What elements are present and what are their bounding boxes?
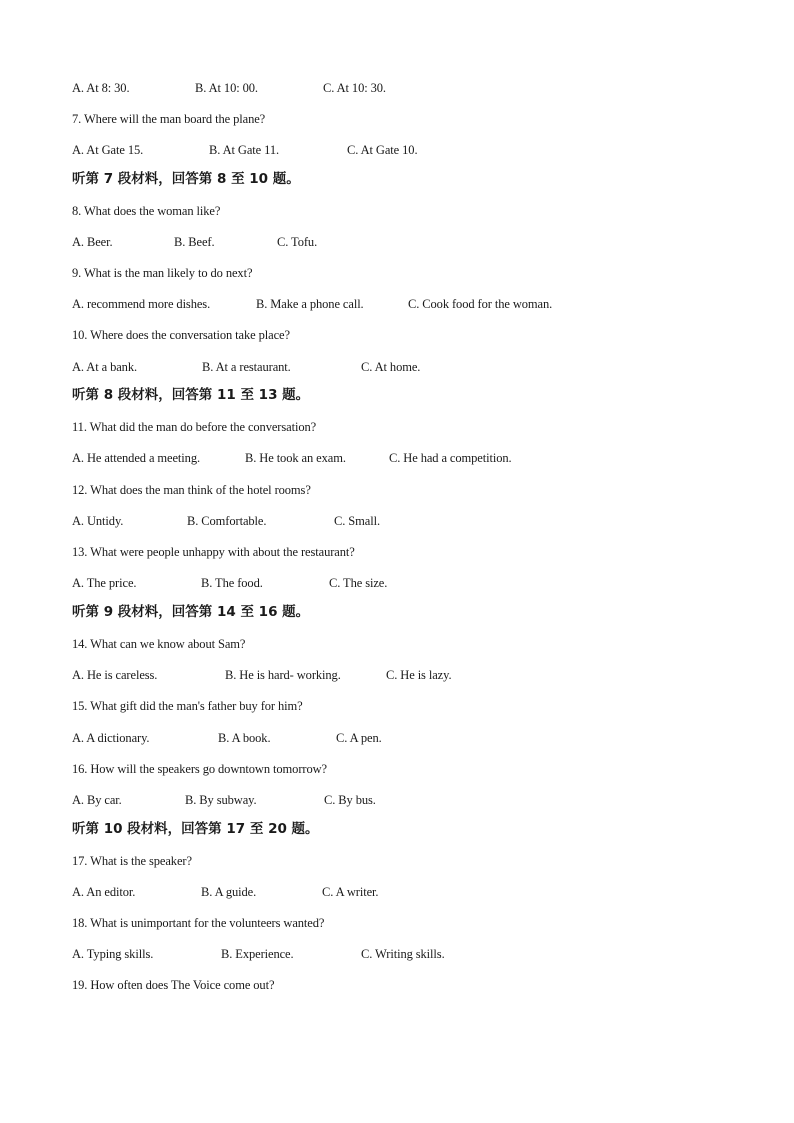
- q6-option-b: B. At 10: 00.: [195, 81, 258, 95]
- question-15: 15. What gift did the man's father buy for him?: [72, 699, 303, 713]
- q8-option-a: A. Beer.: [72, 235, 113, 249]
- section-heading-7: 听第 7 段材料，回答第 8 至 10 题。: [72, 171, 300, 187]
- question-10: 10. Where does the conversation take place?: [72, 328, 290, 342]
- question-17: 17. What is the speaker?: [72, 854, 192, 868]
- q10-option-c: C. At home.: [361, 360, 421, 374]
- q8-option-b: B. Beef.: [174, 235, 215, 249]
- q7-option-b: B. At Gate 11.: [209, 143, 280, 157]
- q17-option-c: C. A writer.: [322, 885, 379, 899]
- q15-option-c: C. A pen.: [336, 731, 382, 745]
- q14-option-c: C. He is lazy.: [386, 668, 452, 682]
- q15-option-b: B. A book.: [218, 731, 271, 745]
- q16-option-c: C. By bus.: [324, 793, 376, 807]
- q11-option-a: A. He attended a meeting.: [72, 451, 201, 465]
- q14-option-a: A. He is careless.: [72, 668, 158, 682]
- q10-option-a: A. At a bank.: [72, 360, 138, 374]
- q16-option-a: A. By car.: [72, 793, 122, 807]
- q12-option-c: C. Small.: [334, 514, 380, 528]
- q13-option-c: C. The size.: [329, 576, 388, 590]
- q9-option-b: B. Make a phone call.: [256, 297, 364, 311]
- question-12: 12. What does the man think of the hotel rooms?: [72, 483, 311, 497]
- q11-option-c: C. He had a competition.: [389, 451, 512, 465]
- question-8: 8. What does the woman like?: [72, 204, 221, 218]
- q9-option-a: A. recommend more dishes.: [72, 297, 211, 311]
- q12-option-a: A. Untidy.: [72, 514, 124, 528]
- question-11: 11. What did the man do before the conversation?: [72, 420, 317, 434]
- question-9: 9. What is the man likely to do next?: [72, 266, 253, 280]
- question-19: 19. How often does The Voice come out?: [72, 978, 275, 992]
- q10-option-b: B. At a restaurant.: [202, 360, 291, 374]
- question-18: 18. What is unimportant for the volunteers wanted?: [72, 916, 325, 930]
- question-16: 16. How will the speakers go downtown tomorrow?: [72, 762, 327, 776]
- q15-option-a: A. A dictionary.: [72, 731, 150, 745]
- q12-option-b: B. Comfortable.: [187, 514, 267, 528]
- q11-option-b: B. He took an exam.: [245, 451, 346, 465]
- q9-option-c: C. Cook food for the woman.: [408, 297, 553, 311]
- q18-option-a: A. Typing skills.: [72, 947, 154, 961]
- section-heading-8: 听第 8 段材料，回答第 11 至 13 题。: [72, 387, 310, 403]
- q18-option-c: C. Writing skills.: [361, 947, 445, 961]
- section-heading-10: 听第 10 段材料，回答第 17 至 20 题。: [72, 821, 319, 837]
- section-heading-9: 听第 9 段材料，回答第 14 至 16 题。: [72, 604, 310, 620]
- q13-option-a: A. The price.: [72, 576, 137, 590]
- q7-option-a: A. At Gate 15.: [72, 143, 144, 157]
- q16-option-b: B. By subway.: [185, 793, 257, 807]
- q18-option-b: B. Experience.: [221, 947, 294, 961]
- question-13: 13. What were people unhappy with about the restaurant?: [72, 545, 355, 559]
- q6-option-c: C. At 10: 30.: [323, 81, 386, 95]
- q14-option-b: B. He is hard- working.: [225, 668, 341, 682]
- q17-option-b: B. A guide.: [201, 885, 257, 899]
- q8-option-c: C. Tofu.: [277, 235, 318, 249]
- q7-option-c: C. At Gate 10.: [347, 143, 418, 157]
- q17-option-a: A. An editor.: [72, 885, 136, 899]
- question-14: 14. What can we know about Sam?: [72, 637, 246, 651]
- question-7: 7. Where will the man board the plane?: [72, 112, 266, 126]
- q13-option-b: B. The food.: [201, 576, 263, 590]
- q6-option-a: A. At 8: 30.: [72, 81, 130, 95]
